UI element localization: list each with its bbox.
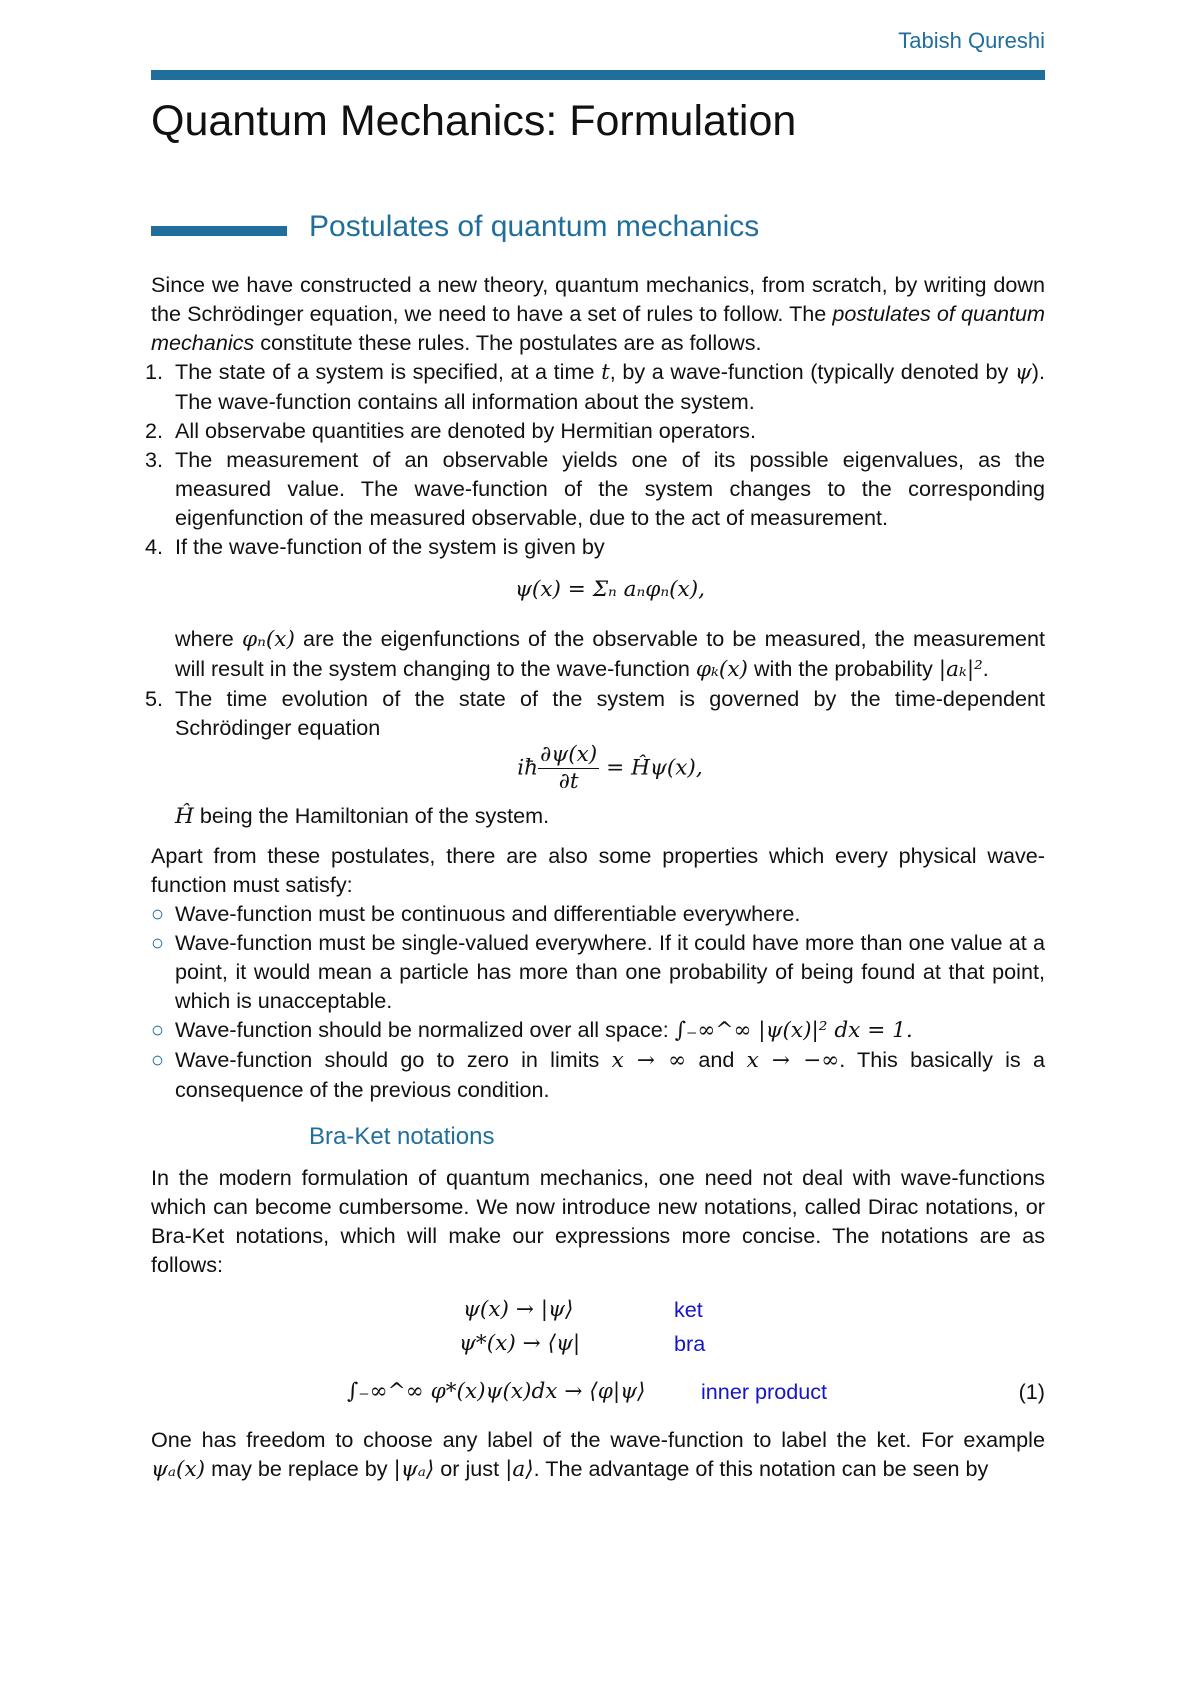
intro-paragraph: Since we have constructed a new theory, quantum mechanics, from scratch, by writing down the Schrödinger equation, we need to have a set of rules to follow. The postulates of quantum mechanics constitute these rules. The postulates are as follows. <box>151 272 1045 355</box>
equation-number: (1) <box>1018 1379 1045 1404</box>
bra-math: ψ*(x) → ⟨ψ| <box>459 1331 581 1356</box>
postulate-item: 3. The measurement of an observable yields one of its possible eigenvalues, as the measured value. The wave-function of the system changes to the corresponding eigenfunction of the measured observable, due to the act of measurement. <box>145 447 1045 530</box>
schrodinger-equation: iħ $\frac{\partial\psi(x)}{\partial t}$ = Ĥψ(x), <box>517 742 703 794</box>
postulate-item: 5. The time evolution of the state of the system is governed by the time-dependent Schrödinger equation iħ $\frac{\partial\psi(x)}{\partial t}$ = Ĥψ(x), Ĥ being the Hamiltonian of the system. <box>145 686 1045 829</box>
bullet-circle-icon: ○ <box>151 1047 165 1072</box>
ket-math: ψ(x) → |ψ⟩ <box>463 1297 574 1322</box>
postulate-4-continuation: where φₙ(x) are the eigenfunctions of the observable to be measured, the measurement will result in the system changing to the wave-function φₖ(x) with the probability |aₖ|². <box>175 626 1045 682</box>
properties-list <box>151 899 1045 1104</box>
property-item: ○ Wave-function should go to zero in limits x → ∞ and x → −∞. This basically is a consequence of the previous condition. <box>151 1047 1045 1102</box>
expansion-equation: ψ(x) = Σₙ aₙφₙ(x), <box>514 577 706 602</box>
ket-label: ket <box>674 1297 703 1322</box>
bra-label: bra <box>674 1331 706 1356</box>
header-rule <box>151 70 1045 80</box>
property-item: ○ Wave-function should be normalized over all space: ∫₋∞^∞ |ψ(x)|² dx = 1. <box>151 1017 913 1043</box>
inner-product-math: ∫₋∞^∞ φ*(x)ψ(x)dx → ⟨φ|ψ⟩ <box>347 1379 646 1404</box>
closing-paragraph: One has freedom to choose any label of the wave-function to label the ket. For example ψₐ(x) may be replace by |ψₐ⟩ or just |a⟩. The advantage of this notation can be seen by <box>151 1427 1045 1482</box>
postulate-item: 4. If the wave-function of the system is given by ψ(x) = Σₙ aₙφₙ(x), where φₙ(x) are the eigenfunctions of the observable to be measured, the measurement will result in the system changing to the wave-function φₖ(x) with the probability |aₖ|². <box>145 534 1045 682</box>
emphasis-postulates: postulates of quantum mechanics <box>151 301 1045 355</box>
braket-equation-block <box>151 1289 1045 1419</box>
bullet-circle-icon: ○ <box>151 1017 165 1042</box>
bullet-circle-icon: ○ <box>151 901 165 926</box>
body-text <box>145 270 1045 1484</box>
bullet-circle-icon: ○ <box>151 930 165 955</box>
section-marker-bar <box>151 226 287 236</box>
chapter-title: Quantum Mechanics: Formulation <box>151 97 797 145</box>
property-item: ○ Wave-function must be continuous and differentiable everywhere. <box>151 901 801 926</box>
section-title: Postulates of quantum mechanics <box>309 210 760 243</box>
properties-intro: Apart from these postulates, there are also some properties which every physical wave-function must satisfy: <box>151 843 1045 897</box>
partial-derivative-fraction: $\frac{\partial\psi(x)}{\partial t}$ <box>540 742 598 794</box>
subsection-title: Bra-Ket notations <box>309 1123 495 1150</box>
property-item: ○ Wave-function must be single-valued everywhere. If it could have more than one value at a point, it would mean a particle has more than one probability of being found at that point, which is unacceptable. <box>151 930 1045 1013</box>
inner-product-label: inner product <box>701 1379 828 1404</box>
postulate-5-continuation: Ĥ being the Hamiltonian of the system. <box>175 803 550 829</box>
braket-intro: In the modern formulation of quantum mechanics, one need not deal with wave-functions which can become cumbersome. We now introduce new notations, called Dirac notations, or Bra-Ket notations, which will make our expressions more concise. The notations are as follows: <box>151 1165 1045 1277</box>
postulate-item: 1. The state of a system is specified, at a time t, by a wave-function (typically denoted by ψ). The wave-function contains all information about the system. <box>145 359 1045 414</box>
postulates-list <box>145 357 1045 831</box>
postulate-item: 2. All observabe quantities are denoted by Hermitian operators. <box>145 418 756 443</box>
running-header-author: Tabish Qureshi <box>898 28 1045 53</box>
